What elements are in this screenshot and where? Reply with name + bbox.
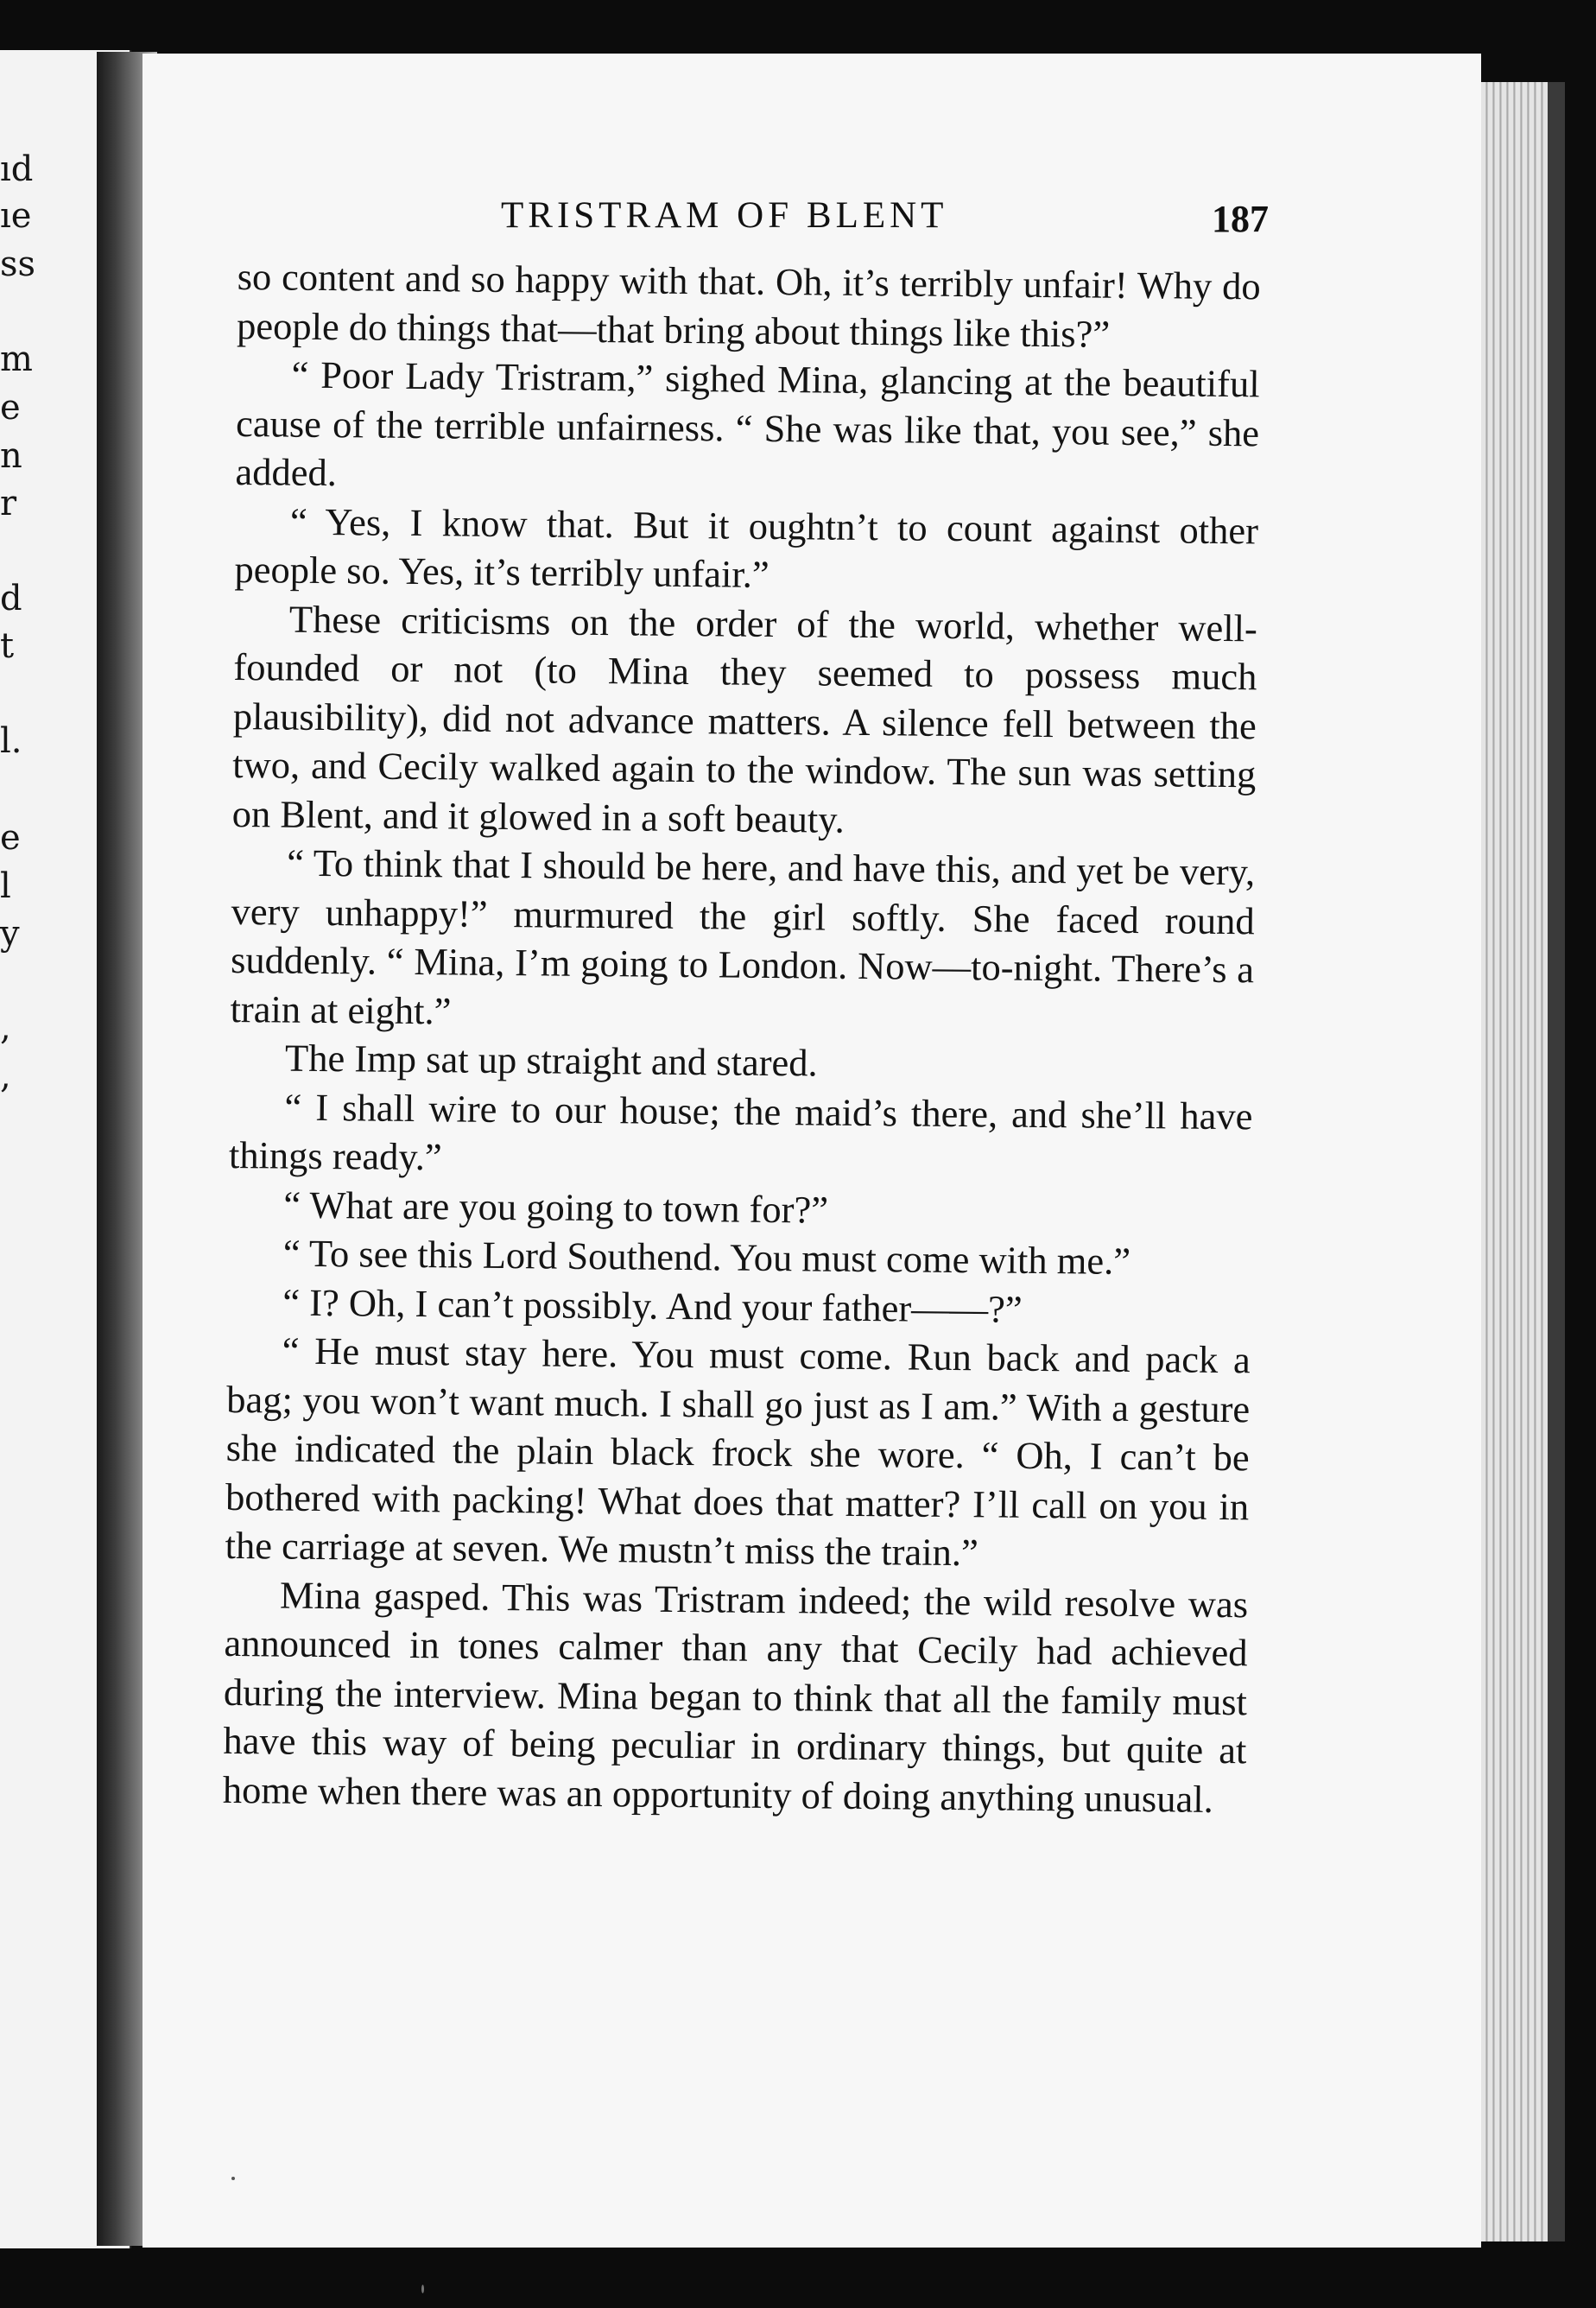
- left-page-fragment: m: [0, 339, 33, 379]
- left-page-fragment: ss: [0, 244, 36, 284]
- paragraph: “ He must stay here. You must come. Run back and pack a bag; you won’t want much. I shall go just as I am.” With a gesture she indicated the plain black frock she wore. “ Oh, I can’t be bothered with packing! What does that matter? I’ll call on you in the carriage at seven. We mustn’t miss the train.”: [225, 1328, 1251, 1575]
- left-page-fragment: ıd: [0, 149, 34, 189]
- left-page-fragment: l.: [0, 721, 22, 761]
- body-text: [223, 252, 1261, 1823]
- left-page-fragment: ıe: [0, 196, 32, 236]
- paragraph: so content and so happy with that. Oh, it’s terribly unfair! Why do people do things that—that bring about things like this?”: [236, 254, 1261, 356]
- paragraph: “ I? Oh, I can’t possibly. And your father——?”: [282, 1280, 1023, 1331]
- paragraph: “ To see this Lord Southend. You must come with me.”: [282, 1231, 1131, 1283]
- book-cover-edge: [1548, 82, 1565, 2241]
- left-page-fragment: l: [0, 866, 11, 906]
- left-page-fragment: y: [0, 914, 20, 954]
- left-page-fragment: t: [0, 626, 15, 666]
- scan-speck: [421, 2285, 424, 2293]
- paragraph: “ Poor Lady Tristram,” sighed Mina, glancing at the beautiful cause of the terrible unfairness. “ She was like that, you see,” she added.: [235, 352, 1260, 495]
- left-page-fragment: r: [0, 484, 17, 523]
- page-number: 187: [1212, 198, 1269, 240]
- left-page-fragment: ,: [0, 1008, 11, 1048]
- left-page-fragment: ,: [0, 1056, 11, 1096]
- paragraph: Mina gasped. This was Tristram indeed; the wild resolve was announced in tones calmer than any that Cecily had achieved during the interview. Mina began to think that all the family must have this way of being peculiar in ordinary things, but quite at home when there was an opportunity of doing anything unusual.: [222, 1573, 1249, 1821]
- paragraph: “ What are you going to town for?”: [283, 1183, 829, 1232]
- paragraph: “ I shall wire to our house; the maid’s there, and she’ll have things ready.”: [228, 1085, 1253, 1179]
- left-page-fragment: e: [0, 818, 21, 858]
- paragraph: “ To think that I should be here, and have this, and yet be very, very unhappy!” murmured the girl softly. She faced round suddenly. “ Mina, I’m going to London. Now—to-night. There’s a train at eight.”: [230, 840, 1256, 1032]
- paragraph: These criticisms on the order of the world, whether well-founded or not (to Mina they seemed to possess much plausibility), did not advance matters. A silence fell between the two, and Cecily walked again to the window. The sun was setting on Blent, and it glowed in a soft beauty.: [231, 597, 1258, 841]
- paragraph: The Imp sat up straight and stared.: [284, 1036, 818, 1085]
- scan-speck: [231, 2177, 235, 2180]
- left-page-fragment: e: [0, 388, 21, 428]
- running-title: TRISTRAM OF BLENT: [501, 195, 948, 236]
- left-page-fragment: d: [0, 579, 22, 618]
- paragraph: “ Yes, I know that. But it oughtn’t to count against other people so. Yes, it’s terribly unfair.”: [234, 499, 1259, 596]
- running-head: [142, 190, 1481, 242]
- left-page-fragment: n: [0, 436, 22, 476]
